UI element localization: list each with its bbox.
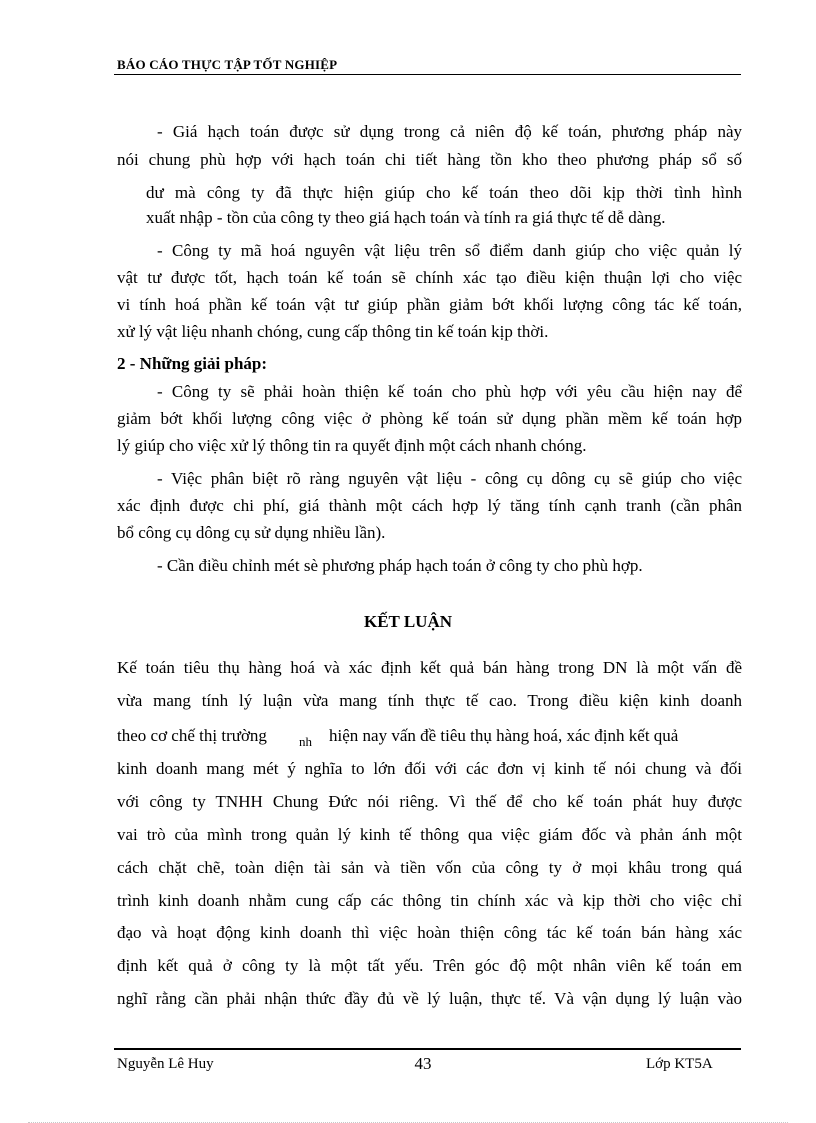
- paragraph-line: nói chung phù hợp với hạch toán chi tiết hàng tồn kho theo phương pháp sổ số: [117, 150, 742, 169]
- conclusion-line: Kế toán tiêu thụ hàng hoá và xác định kết quả bán hàng trong DN là một vấn đề: [117, 658, 742, 677]
- conclusion-title: KẾT LUẬN: [363, 612, 452, 631]
- footer-author: Nguyễn Lê Huy: [117, 1056, 214, 1072]
- paragraph-line: giảm bớt khối lượng công việc ở phòng kế toán sử dụng phần mềm kế toán hợp: [117, 409, 742, 428]
- conclusion-line: đạo và hoạt động kinh doanh thì việc hoàn thiện công tác kế toán bán hàng xác: [117, 923, 742, 942]
- footer-divider: [114, 1048, 741, 1050]
- conclusion-line: định kết quả ở công ty là một tất yếu. Trên góc độ một nhân viên kế toán em: [117, 956, 742, 975]
- footer-class: Lớp KT5A: [646, 1056, 713, 1072]
- conclusion-line-fragment: nh: [299, 734, 312, 749]
- conclusion-line: vừa mang tính lý luận vừa mang tính thực tế cao. Trong điều kiện kinh doanh: [117, 691, 742, 710]
- paragraph-line: xử lý vật liệu nhanh chóng, cung cấp thông tin kế toán kịp thời.: [117, 322, 549, 341]
- header-divider: [114, 74, 741, 75]
- conclusion-line-fragment: theo cơ chế thị trường: [117, 726, 267, 745]
- paragraph-line: xuất nhập - tồn của công ty theo giá hạch toán và tính ra giá thực tế dễ dàng.: [146, 208, 666, 227]
- page-header-title: BÁO CÁO THỰC TẬP TỐT NGHIỆP: [117, 57, 338, 72]
- paragraph-line: - Công ty mã hoá nguyên vật liệu trên sổ điểm danh giúp cho việc quản lý: [157, 241, 742, 260]
- paragraph-line: - Công ty sẽ phải hoàn thiện kế toán cho phù hợp với yêu cầu hiện nay để: [157, 382, 742, 401]
- paragraph-line: - Giá hạch toán được sử dụng trong cả niên độ kế toán, phương pháp này: [157, 122, 742, 141]
- paragraph-line: lý giúp cho việc xử lý thông tin ra quyết định một cách nhanh chóng.: [117, 436, 587, 455]
- conclusion-line: nghĩ rằng cần phải nhận thức đầy đủ về lý luận, thực tế. Và vận dụng lý luận vào: [117, 989, 742, 1008]
- page-number: 43: [414, 1054, 432, 1073]
- paragraph-line: xác định được chi phí, giá thành một cách hợp lý tăng tính cạnh tranh (cần phân: [117, 496, 742, 515]
- section-heading: 2 - Những giải pháp:: [117, 354, 268, 373]
- paragraph-line: vi tính hoá phần kế toán vật tư giúp phần giảm bớt khối lượng công tác kế toán,: [117, 295, 742, 314]
- conclusion-line: cách chặt chẽ, toàn diện tài sản và tiền vốn của công ty ở mọi khâu trong quá: [117, 858, 742, 877]
- paragraph-line: bổ công cụ dông cụ sử dụng nhiều lần).: [117, 523, 386, 542]
- paragraph-line: - Cần điều chỉnh mét sè phương pháp hạch toán ở công ty cho phù hợp.: [157, 556, 643, 575]
- conclusion-line: trình kinh doanh nhằm cung cấp các thông tin chính xác và kịp thời cho việc chỉ: [117, 891, 742, 910]
- paragraph-line: vật tư được tốt, hạch toán kế toán sẽ chính xác tạo điều kiện thuận lợi cho việc: [117, 268, 742, 287]
- conclusion-line: với công ty TNHH Chung Đức nói riêng. Vì thế để cho kế toán phát huy được: [117, 792, 742, 811]
- paragraph-line: dư mà công ty đã thực hiện giúp cho kế toán theo dõi kịp thời tình hình: [146, 183, 742, 202]
- conclusion-line: vai trò của mình trong quản lý kinh tế thông qua việc giám đốc và phản ánh một: [117, 825, 742, 844]
- conclusion-line-fragment: hiện nay vấn đề tiêu thụ hàng hoá, xác định kết quả: [329, 726, 679, 745]
- conclusion-line: kinh doanh mang mét ý nghĩa to lớn đối với các đơn vị kinh tế nói chung và đối: [117, 759, 742, 778]
- paragraph-line: - Việc phân biệt rõ ràng nguyên vật liệu - công cụ dông cụ sẽ giúp cho việc: [157, 469, 742, 488]
